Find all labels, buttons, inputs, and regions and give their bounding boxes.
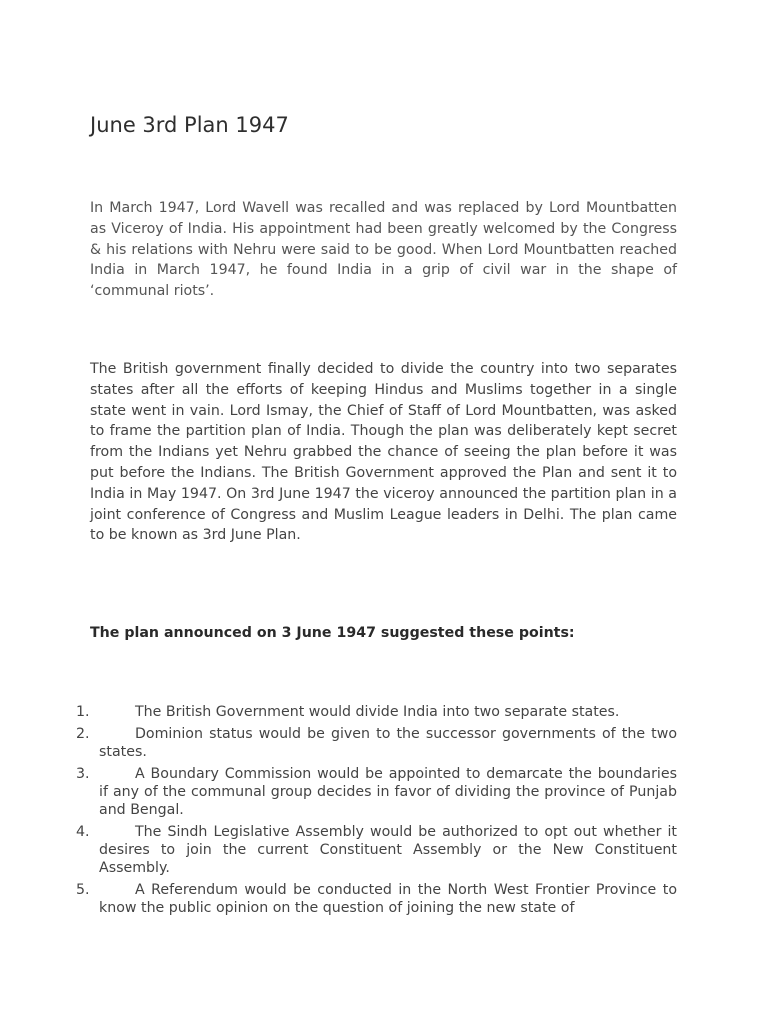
- list-item-text: The Sindh Legislative Assembly would be authorized to opt out whether it desires to join the current Constituent Assembly or the New Constituent Assembly.: [99, 823, 677, 877]
- list-item: [76, 765, 677, 820]
- list-item: [76, 881, 677, 917]
- page-title: June 3rd Plan 1947: [90, 113, 289, 137]
- list-item: [76, 703, 677, 721]
- list-item: [76, 725, 677, 761]
- list-item-number: 2.: [76, 725, 90, 742]
- list-item-number: 5.: [76, 881, 90, 898]
- list-item-number: 3.: [76, 765, 90, 782]
- partition-paragraph: The British government finally decided to divide the country into two separates states after all the efforts of keeping Hindus and Muslims together in a single state went in vain. Lord Ismay, the Chief of Staff of Lord Mountbatten, was asked to frame the partition plan of India. Though the plan was deliberately kept secret from the Indians yet Nehru grabbed the chance of seeing the plan before it was put before the Indians. The British Government approved the Plan and sent it to India in May 1947. On 3rd June 1947 the viceroy announced the partition plan in a joint conference of Congress and Muslim League leaders in Delhi. The plan came to be known as 3rd June Plan.: [90, 361, 677, 544]
- list-item-text: A Referendum would be conducted in the North West Frontier Province to know the public opinion on the question of joining the new state of: [99, 881, 677, 917]
- intro-paragraph: In March 1947, Lord Wavell was recalled and was replaced by Lord Mountbatten as Viceroy of India. His appointment had been greatly welcomed by the Congress & his relations with Nehru were said to be good. When Lord Mountbatten reached India in March 1947, he found India in a grip of civil war in the shape of ‘communal riots’.: [90, 200, 677, 300]
- list-item: [76, 823, 677, 878]
- list-item-number: 4.: [76, 823, 90, 840]
- plan-points-list: [76, 703, 677, 921]
- list-item-text: Dominion status would be given to the successor governments of the two states.: [99, 725, 677, 760]
- list-item-number: 1.: [76, 704, 90, 720]
- points-heading: The plan announced on 3 June 1947 suggested these points:: [90, 625, 575, 641]
- list-item-text: The British Government would divide India into two separate states.: [135, 704, 620, 720]
- list-item-text: A Boundary Commission would be appointed to demarcate the boundaries if any of the communal group decides in favor of dividing the province of Punjab and Bengal.: [99, 765, 677, 819]
